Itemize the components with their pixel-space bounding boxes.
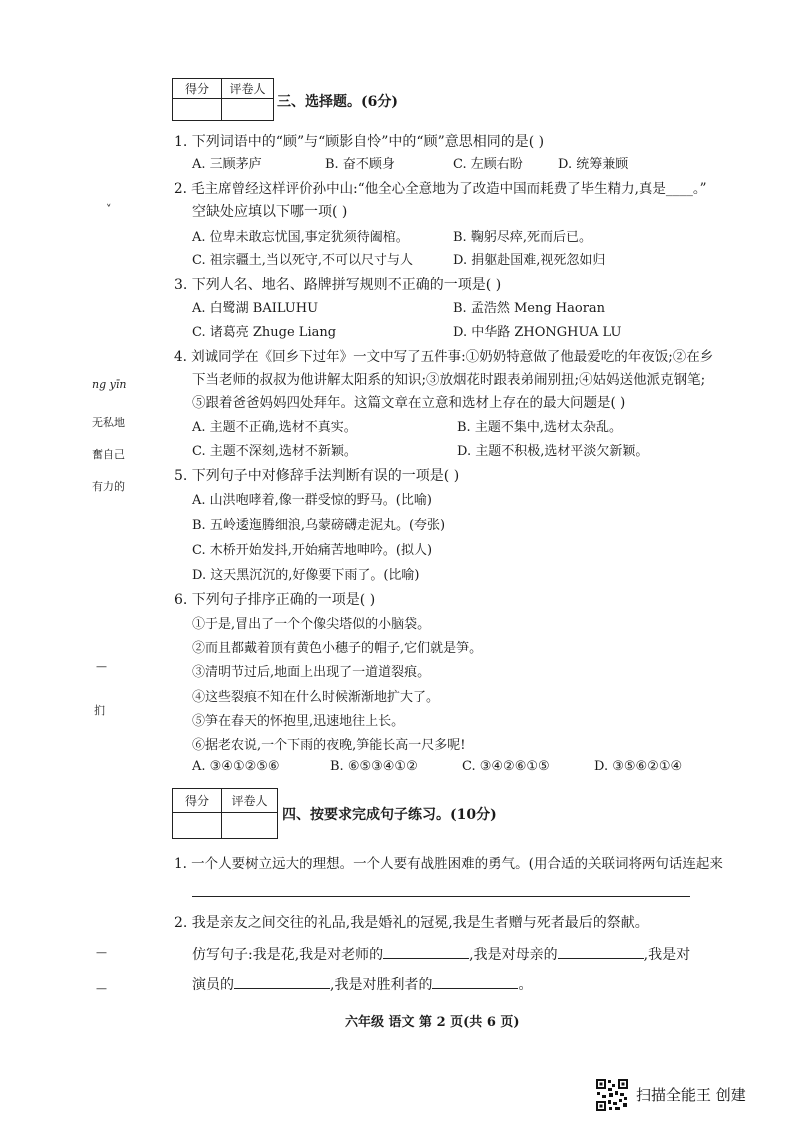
imitation-text: ,我是对胜利者的 xyxy=(330,977,433,993)
q1-answer-line[interactable] xyxy=(192,895,690,897)
q1-option-c[interactable]: C. 左顾右盼 xyxy=(453,157,523,172)
q1-option-d[interactable]: D. 统筹兼顾 xyxy=(558,157,629,172)
blank-mother[interactable] xyxy=(558,958,644,959)
imitation-text: 仿写句子:我是花,我是对老师的 xyxy=(192,947,384,963)
margin-fragment: — xyxy=(96,660,107,673)
q5-option-d[interactable]: D. 这天黑沉沉的,好像要下雨了。(比喻) xyxy=(192,568,420,583)
margin-fragment: — xyxy=(96,982,107,995)
margin-fragment: 扪 xyxy=(94,704,105,717)
q2-option-b[interactable]: B. 鞠躬尽瘁,死而后已。 xyxy=(453,230,592,245)
q2-option-c[interactable]: C. 祖宗疆土,当以死守,不可以尺寸与人 xyxy=(192,253,414,268)
question-6: 6. 下列句子排序正确的一项是( ) xyxy=(174,592,376,608)
question-4-line2: 下当老师的叔叔为他讲解太阳系的知识;③放烟花时跟表弟闹别扭;④姑妈送他派克钢笔; xyxy=(192,372,706,388)
q5-option-a[interactable]: A. 山洪咆哮着,像一群受惊的野马。(比喻) xyxy=(192,493,432,508)
imitation-text: 演员的 xyxy=(192,977,234,993)
q6-option-a[interactable]: A. ③④①②⑤⑥ xyxy=(192,759,280,774)
score-header: 得分 xyxy=(173,789,222,813)
q3-option-a[interactable]: A. 白鹭湖 BAILUHU xyxy=(192,301,319,316)
q3-option-d[interactable]: D. 中华路 ZHONGHUA LU xyxy=(453,325,622,340)
q6-sentence-4: ④这些裂痕不知在什么时候渐渐地扩大了。 xyxy=(192,690,440,705)
q4-option-c[interactable]: C. 主题不深刻,选材不新颖。 xyxy=(192,444,357,459)
margin-mark: ˅ xyxy=(106,203,112,216)
question-2: 2. 毛主席曾经这样评价孙中山:“他全心全意地为了改造中国而耗费了毕生精力,真是____。” xyxy=(174,181,707,197)
q6-sentence-6: ⑥据老农说,一个下雨的夜晚,笋能长高一尺多呢! xyxy=(192,738,466,753)
score-table-section4 xyxy=(172,788,278,839)
qr-code-icon xyxy=(595,1078,629,1112)
grader-cell[interactable] xyxy=(222,813,278,839)
margin-fragment: 奮自己 xyxy=(92,448,125,461)
margin-fragment: ng yīn xyxy=(92,378,127,391)
margin-fragment: 有力的 xyxy=(92,480,125,493)
score-cell[interactable] xyxy=(173,813,222,839)
section4-title: 四、按要求完成句子练习。(10分) xyxy=(282,807,497,823)
q6-sentence-3: ③清明节过后,地面上出现了一道道裂痕。 xyxy=(192,665,431,680)
q6-sentence-5: ⑤笋在春天的怀抱里,迅速地往上长。 xyxy=(192,714,405,729)
scanner-watermark: 扫描全能王 创建 xyxy=(636,1086,746,1104)
q1-option-a[interactable]: A. 三顾茅庐 xyxy=(192,157,262,172)
q2-option-d[interactable]: D. 捐躯赴国难,视死忽如归 xyxy=(453,253,606,268)
score-table-section3 xyxy=(172,78,274,121)
margin-fragment: — xyxy=(96,946,107,959)
q4-option-a[interactable]: A. 主题不正确,选材不真实。 xyxy=(192,420,357,435)
question-5: 5. 下列句子中对修辞手法判断有误的一项是( ) xyxy=(174,468,460,484)
imitation-text: ,我是对 xyxy=(643,947,691,963)
q3-option-b[interactable]: B. 孟浩然 Meng Haoran xyxy=(453,301,606,316)
blank-actor[interactable] xyxy=(234,988,330,989)
question-3: 3. 下列人名、地名、路牌拼写规则不正确的一项是( ) xyxy=(174,277,502,293)
sentence-question-2: 2. 我是亲友之间交往的礼品,我是婚礼的冠冕,我是生者赠与死者最后的祭献。 xyxy=(174,915,649,931)
grader-header: 评卷人 xyxy=(222,79,274,99)
q6-sentence-2: ②而且都戴着顶有黄色小穗子的帽子,它们就是笋。 xyxy=(192,641,483,656)
q2-option-a[interactable]: A. 位卑未敢忘忧国,事定犹须待阖棺。 xyxy=(192,230,409,245)
section3-title: 三、选择题。(6分) xyxy=(277,94,398,110)
q6-option-b[interactable]: B. ⑥⑤③④①② xyxy=(330,759,418,774)
q1-option-b[interactable]: B. 奋不顾身 xyxy=(325,157,395,172)
q6-sentence-1: ①于是,冒出了一个个像尖塔似的小脑袋。 xyxy=(192,617,431,632)
q4-option-b[interactable]: B. 主题不集中,选材太杂乱。 xyxy=(457,420,622,435)
question-1: 1. 下列词语中的“顾”与“顾影自怜”中的“顾”意思相同的是( ) xyxy=(174,134,545,150)
imitation-text: ,我是对母亲的 xyxy=(469,947,558,963)
grader-cell[interactable] xyxy=(222,99,274,121)
imitation-line-2 xyxy=(192,974,532,994)
q5-option-c[interactable]: C. 木桥开始发抖,开始痛苦地呻吟。(拟人) xyxy=(192,543,433,558)
sentence-question-1: 1. 一个人要树立远大的理想。一个人要有战胜困难的勇气。(用合适的关联词将两句话连起来 xyxy=(174,856,723,872)
score-cell[interactable] xyxy=(173,99,222,121)
q6-option-d[interactable]: D. ③⑤⑥②①④ xyxy=(594,759,683,774)
q6-option-c[interactable]: C. ③④②⑥①⑤ xyxy=(462,759,550,774)
margin-fragment: 无私地 xyxy=(92,416,125,429)
page-footer: 六年级 语文 第 2 页(共 6 页) xyxy=(345,1015,520,1030)
grader-header: 评卷人 xyxy=(222,789,278,813)
imitation-line-1 xyxy=(192,944,690,964)
blank-winner[interactable] xyxy=(432,988,518,989)
score-header: 得分 xyxy=(173,79,222,99)
q3-option-c[interactable]: C. 诸葛亮 Zhuge Liang xyxy=(192,325,337,340)
question-4-line3: ⑤跟着爸爸妈妈四处拜年。这篇文章在立意和选材上存在的最大问题是( ) xyxy=(192,395,626,411)
blank-teacher[interactable] xyxy=(383,958,469,959)
question-2-prompt: 空缺处应填以下哪一项( ) xyxy=(192,204,348,220)
q4-option-d[interactable]: D. 主题不积极,选材平淡欠新颖。 xyxy=(457,444,649,459)
q5-option-b[interactable]: B. 五岭逶迤腾细浪,乌蒙磅礴走泥丸。(夸张) xyxy=(192,518,446,533)
question-4: 4. 刘诚同学在《回乡下过年》一文中写了五件事:①奶奶特意做了他最爱吃的年夜饭;②在乡 xyxy=(174,349,714,365)
imitation-text: 。 xyxy=(518,977,533,993)
